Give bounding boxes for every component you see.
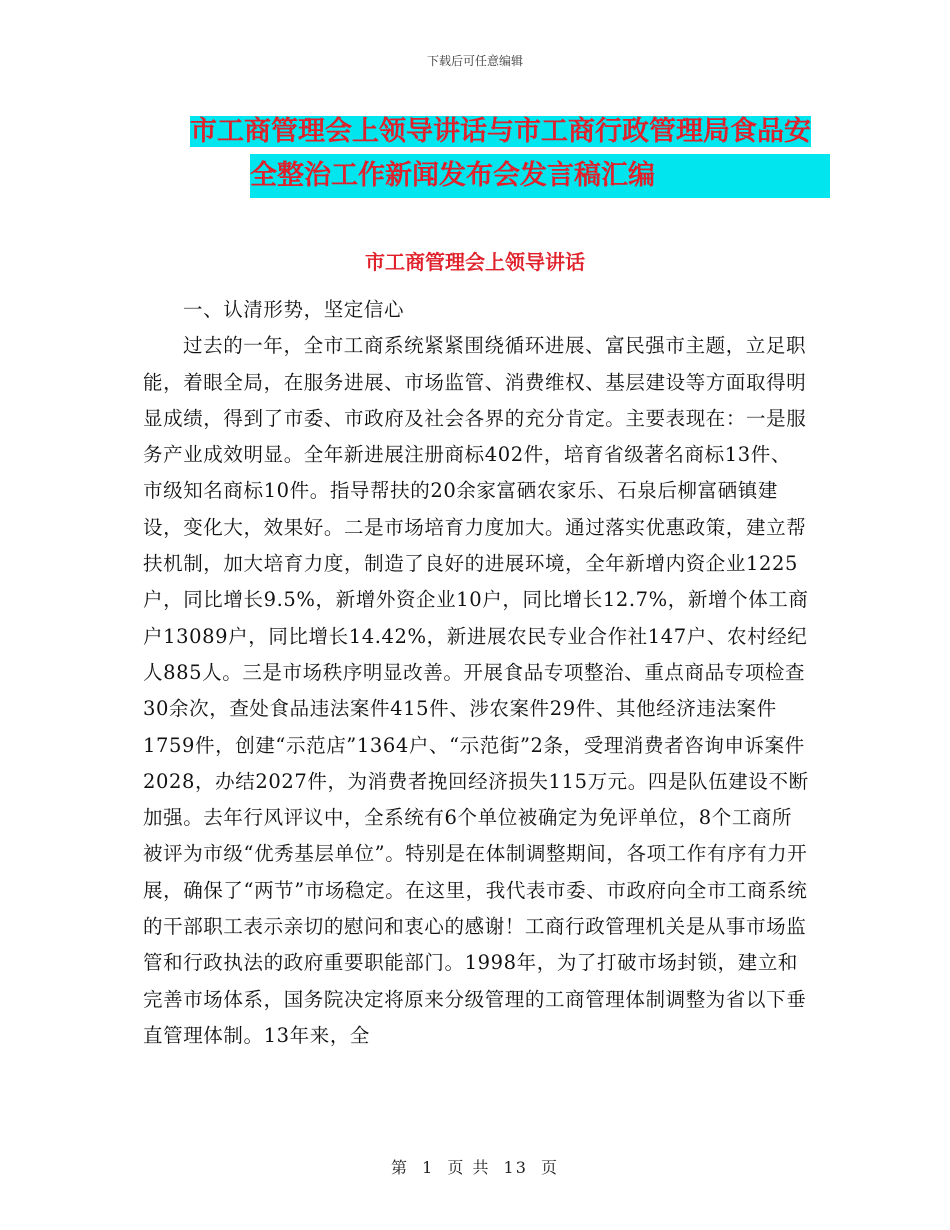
header-note: 下载后可任意编辑 xyxy=(426,54,523,68)
document-title-line-1: 市工商管理会上领导讲话与市工商行政管理局食品安 xyxy=(190,116,811,147)
section-title: 市工商管理会上领导讲话 xyxy=(365,250,585,274)
page-suffix: 页 xyxy=(541,1158,560,1177)
paragraph-1: 过去的一年，全市工商系统紧紧围绕循环进展、富民强市主题，立足职能，着眼全局，在服务进展、市场监管、消费维权、基层建设等方面取得明显成绩，得到了市委、市政府及社会各界的充分肯定。主要表现在：一是服务产业成效明显。全年新进展注册商标402件，培育省级著名商标13件、市级知名商标10件。指导帮扶的20余家富硒农家乐、石泉后柳富硒镇建设，变化大，效果好。二是市场培育力度加大。通过落实优惠政策，建立帮扶机制，加大培育力度，制造了良好的进展环境，全年新增内资企业1225户，同比增长9.5%，新增外资企业10户，同比增长12.7%，新增个体工商户13089户，同比增长14.42%，新进展农民专业合作社147户、农村经纪人885人。三是市场秩序明显改善。开展食品专项整治、重点商品专项检查30余次，查处食品违法案件415件、涉农案件29件、其他经济违法案件1759件，创建“示范店”1364户、“示范街”2条，受理消费者咨询申诉案件2028，办结2027件，为消费者挽回经济损失115万元。四是队伍建设不断加强。去年行风评议中，全系统有6个单位被确定为免评单位，8个工商所被评为市级“优秀基层单位”。特别是在体制调整期间，各项工作有序有力开展，确保了“两节”市场稳定。在这里，我代表市委、市政府向全市工商系统的干部职工表示亲切的慰问和衷心的感谢！工商行政管理机关是从事市场监管和行政执法的政府重要职能部门。1998年，为了打破市场封锁，建立和完善市场体系，国务院决定将原来分级管理的工商管理体制调整为省以下垂直管理体制。13年来，全 xyxy=(143,334,809,1047)
page-footer xyxy=(0,1155,950,1178)
document-title xyxy=(190,110,830,198)
document-title-line-2: 全整治工作新闻发布会发言稿汇编 xyxy=(250,154,830,198)
heading-1: 一、认清形势，坚定信心 xyxy=(183,298,405,321)
document-body xyxy=(143,292,811,1054)
page-total: 13 xyxy=(503,1158,528,1177)
page-current: 1 xyxy=(422,1158,435,1177)
page-prefix: 第 xyxy=(390,1158,409,1177)
page-middle: 页 共 xyxy=(447,1158,491,1177)
